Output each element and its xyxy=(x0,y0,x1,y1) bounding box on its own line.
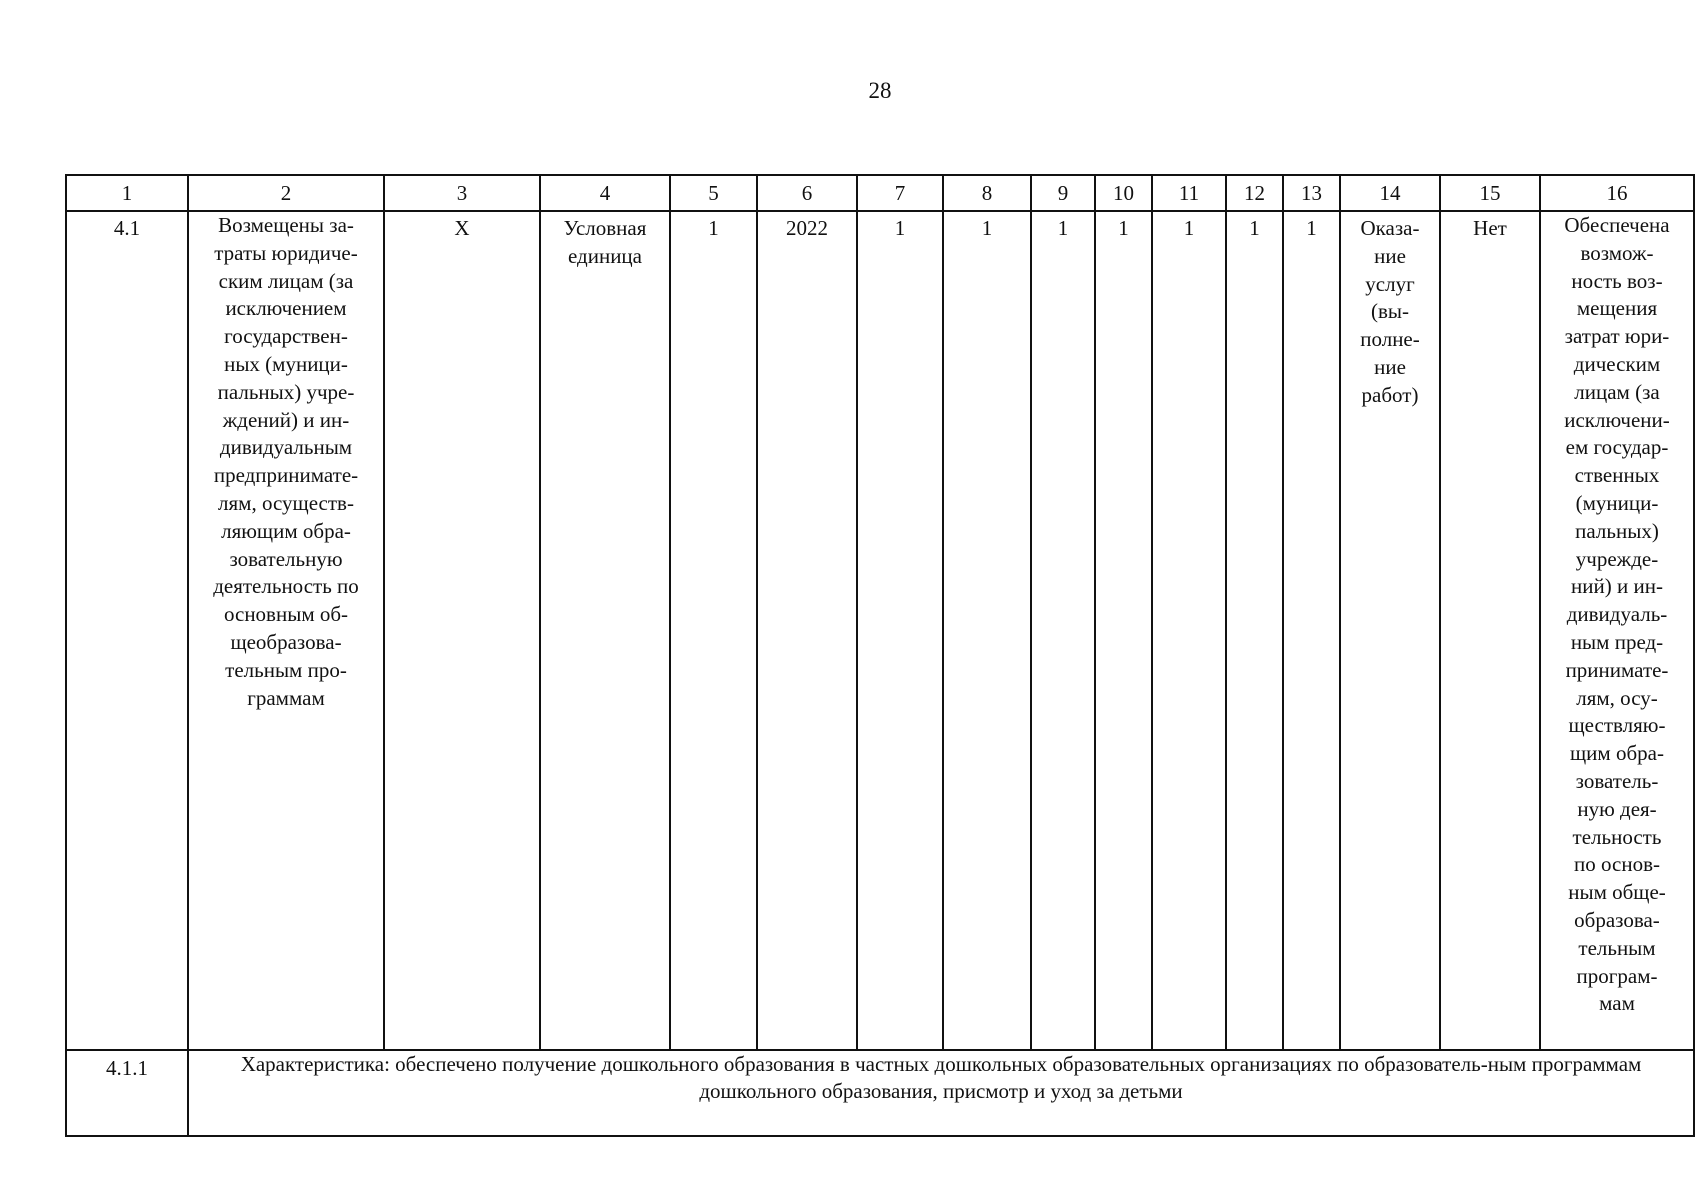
header-cell: 12 xyxy=(1226,175,1283,211)
header-cell: 8 xyxy=(943,175,1031,211)
header-cell: 9 xyxy=(1031,175,1095,211)
header-cell: 13 xyxy=(1283,175,1340,211)
header-cell: 10 xyxy=(1095,175,1152,211)
cell-col9: 1 xyxy=(1031,211,1095,1050)
header-cell: 6 xyxy=(757,175,857,211)
characteristic-text: Характеристика: обеспечено получение дошкольного образования в частных дошкольных образовательных организациях по образователь-ным программам дошкольного образования, присмотр и уход за детьми xyxy=(188,1050,1694,1136)
header-cell: 1 xyxy=(66,175,188,211)
cell-year: 2022 xyxy=(757,211,857,1050)
header-cell: 2 xyxy=(188,175,384,211)
cell-col12: 1 xyxy=(1226,211,1283,1050)
result-description: Обеспечена возмож- ность воз- мещения затрат юри- дическим лицам (за исключени- ем государ- ственных (муници- пальных) учрежде- ний) и ин- дивидуаль- ным пред- принимате- лям, осу- ществляю- щим обра- зователь- ную дея- тельность по основ- ным обще- образова- тельным програм- мам xyxy=(1540,211,1694,1050)
indicators-table xyxy=(65,174,1695,1137)
header-row xyxy=(66,175,1694,211)
cell-col7: 1 xyxy=(857,211,943,1050)
cell-col13: 1 xyxy=(1283,211,1340,1050)
cell-col11: 1 xyxy=(1152,211,1226,1050)
cell-col15: Нет xyxy=(1440,211,1540,1050)
header-cell: 11 xyxy=(1152,175,1226,211)
header-cell: 5 xyxy=(670,175,757,211)
result-type: Оказа- ние услуг (вы- полне- ние работ) xyxy=(1340,211,1440,1050)
cell-col10: 1 xyxy=(1095,211,1152,1050)
cell-col3: Х xyxy=(384,211,540,1050)
subitem-number: 4.1.1 xyxy=(66,1050,188,1136)
page-number: 28 xyxy=(868,78,892,103)
header-cell: 3 xyxy=(384,175,540,211)
result-name: Возмещены за- траты юридиче- ским лицам (за исключением государствен- ных (муници- пальных) учре- ждений) и ин- дивидуальным предпринимате- лям, осуществ- ляющим обра- зовательную деятельность по основным об- щеобразова- тельным про- граммам xyxy=(188,211,384,1050)
header-cell: 7 xyxy=(857,175,943,211)
table-row xyxy=(66,1050,1694,1136)
header-cell: 15 xyxy=(1440,175,1540,211)
header-cell: 4 xyxy=(540,175,670,211)
table-row xyxy=(66,211,1694,1050)
cell-col5: 1 xyxy=(670,211,757,1050)
header-cell: 16 xyxy=(1540,175,1694,211)
cell-col8: 1 xyxy=(943,211,1031,1050)
header-cell: 14 xyxy=(1340,175,1440,211)
item-number: 4.1 xyxy=(66,211,188,1050)
unit-of-measure: Условная единица xyxy=(540,211,670,1050)
